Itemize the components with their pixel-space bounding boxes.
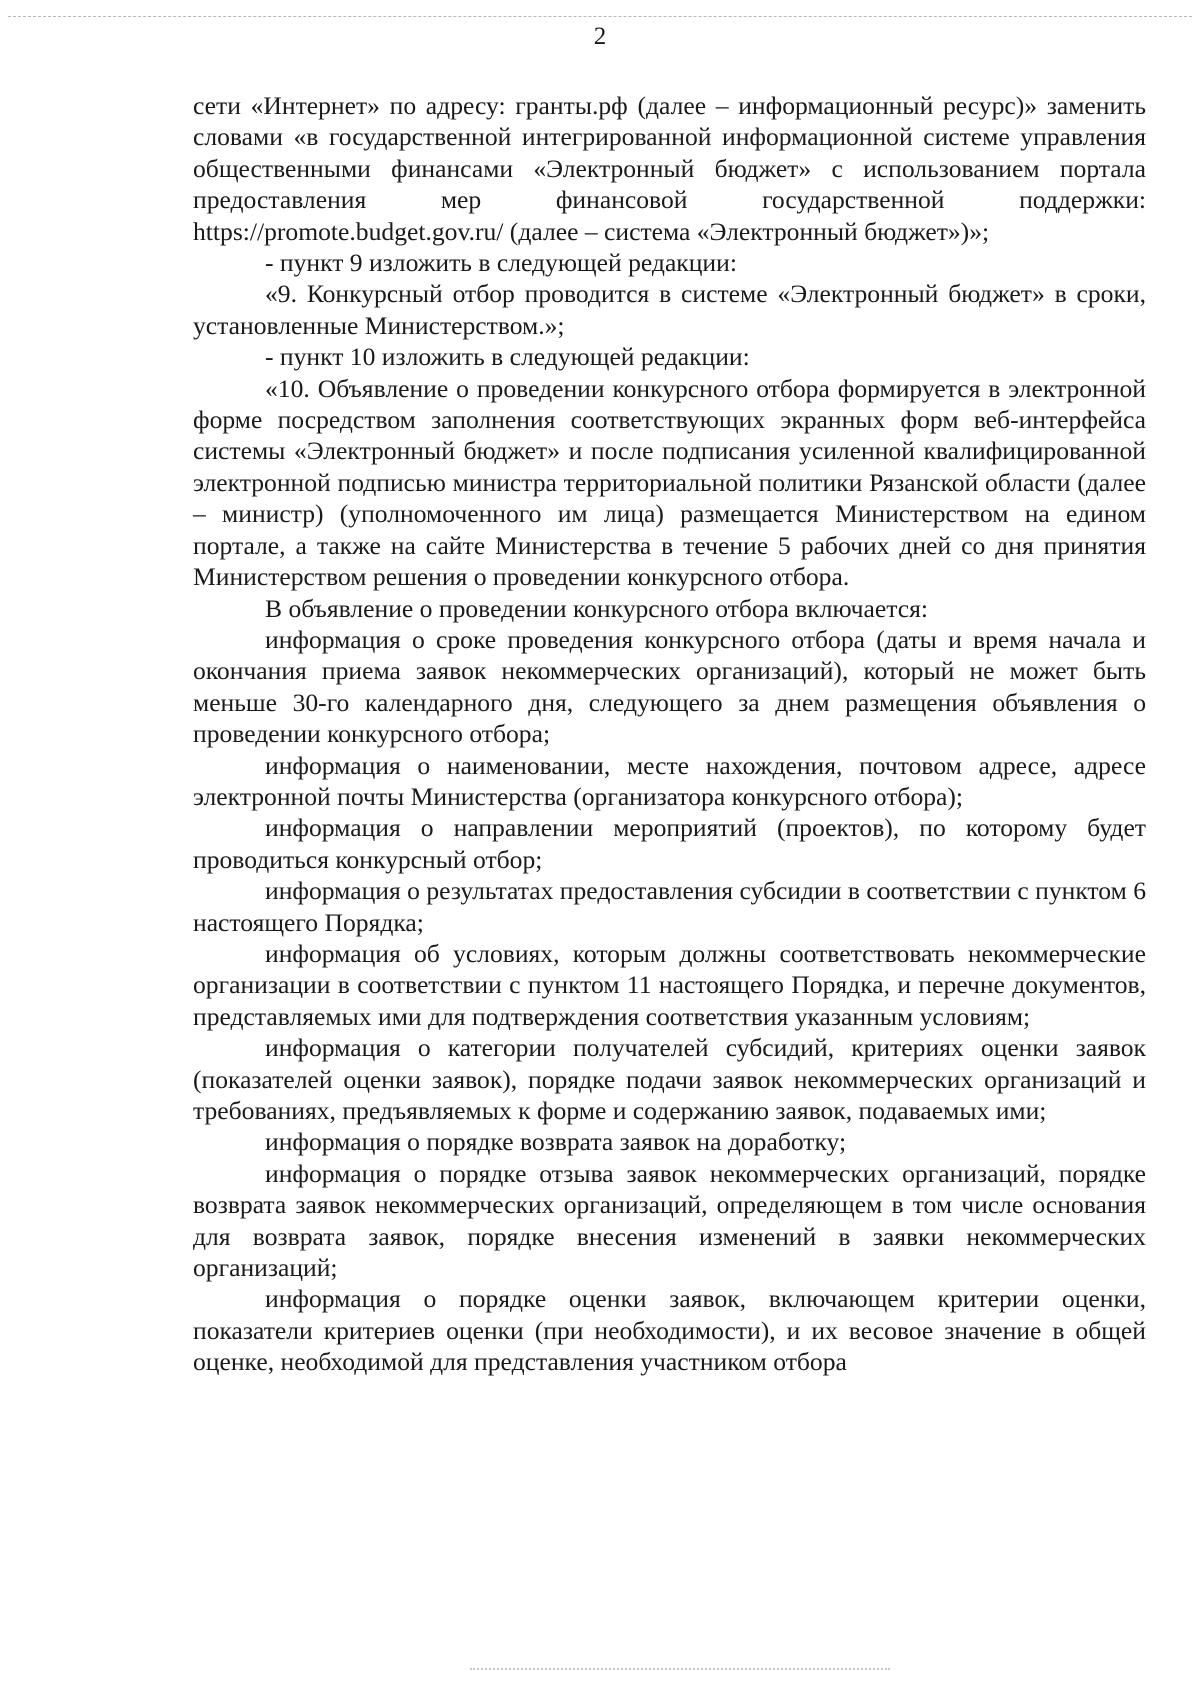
scan-artifact-bottom-dots: [470, 1668, 890, 1670]
paragraph: информация о категории получателей субсидий, критериях оценки заявок (показателей оценки заявок), порядке подачи заявок некоммерческих организаций и требованиях, предъявляемых к форме и содержанию заявок, подаваемых ими;: [193, 1033, 1146, 1125]
paragraph: сети «Интернет» по адресу: гранты.рф (далее – информационный ресурс)» заменить словами «в государственной интегрированной информационной системе управления общественными финансами «Электронный бюджет» с использованием портала предоставления мер финансовой государственной поддержки: https://promote.budget.gov.ru/ (далее – система «Электронный бюджет»)»;: [193, 91, 1146, 246]
paragraph: - пункт 9 изложить в следующей редакции:: [265, 248, 737, 278]
paragraph: информация об условиях, которым должны соответствовать некоммерческие организации в соответствии с пунктом 11 настоящего Порядка, и перечне документов, представляемых ими для подтверждения соответствия указанным условиям;: [193, 938, 1146, 1031]
scan-artifact-top-line: [8, 16, 1192, 17]
paragraph: информация о порядке оценки заявок, включающем критерии оценки, показатели критериев оценки (при необходимости), и их весовое значение в общей оценке, необходимой для представления участником отбора: [193, 1284, 1146, 1377]
paragraph: информация о порядке отзыва заявок некоммерческих организаций, порядке возврата заявок некоммерческих организаций, определяющем в том числе основания для возврата заявок, порядке внесения изменений в заявки некоммерческих организаций;: [193, 1158, 1146, 1283]
paragraph: информация о наименовании, месте нахождения, почтовом адресе, адресе электронной почты Министерства (организатора конкурсного отбора);: [193, 750, 1146, 811]
page-number: 2: [593, 23, 607, 50]
paragraph: информация о направлении мероприятий (проектов), по которому будет проводиться конкурсный отбор;: [193, 813, 1146, 874]
paragraph: «10. Объявление о проведении конкурсного отбора формируется в электронной форме посредством заполнения соответствующих экранных форм веб-интерфейса системы «Электронный бюджет» и после подписания усиленной квалифицированной электронной подписью министра территориальной политики Рязанской области (далее – министр) (уполномоченного им лица) размещается Министерством на едином портале, а также на сайте Министерства в течение 5 рабочих дней со дня принятия Министерством решения о проведении конкурсного отбора.: [193, 373, 1146, 592]
paragraph: В объявление о проведении конкурсного отбора включается:: [265, 593, 928, 623]
document-body: [193, 90, 1146, 1378]
paragraph: - пункт 10 изложить в следующей редакции:: [265, 342, 750, 372]
paragraph: информация о сроке проведения конкурсного отбора (даты и время начала и окончания приема заявок некоммерческих организаций), который не может быть меньше 30-го календарного дня, следующего за днем размещения объявления о проведении конкурсного отбора;: [193, 624, 1146, 749]
paragraph: информация о порядке возврата заявок на доработку;: [265, 1127, 847, 1157]
paragraph: информация о результатах предоставления субсидии в соответствии с пунктом 6 настоящего Порядка;: [193, 876, 1146, 937]
paragraph: «9. Конкурсный отбор проводится в системе «Электронный бюджет» в сроки, установленные Министерством.»;: [193, 279, 1146, 340]
